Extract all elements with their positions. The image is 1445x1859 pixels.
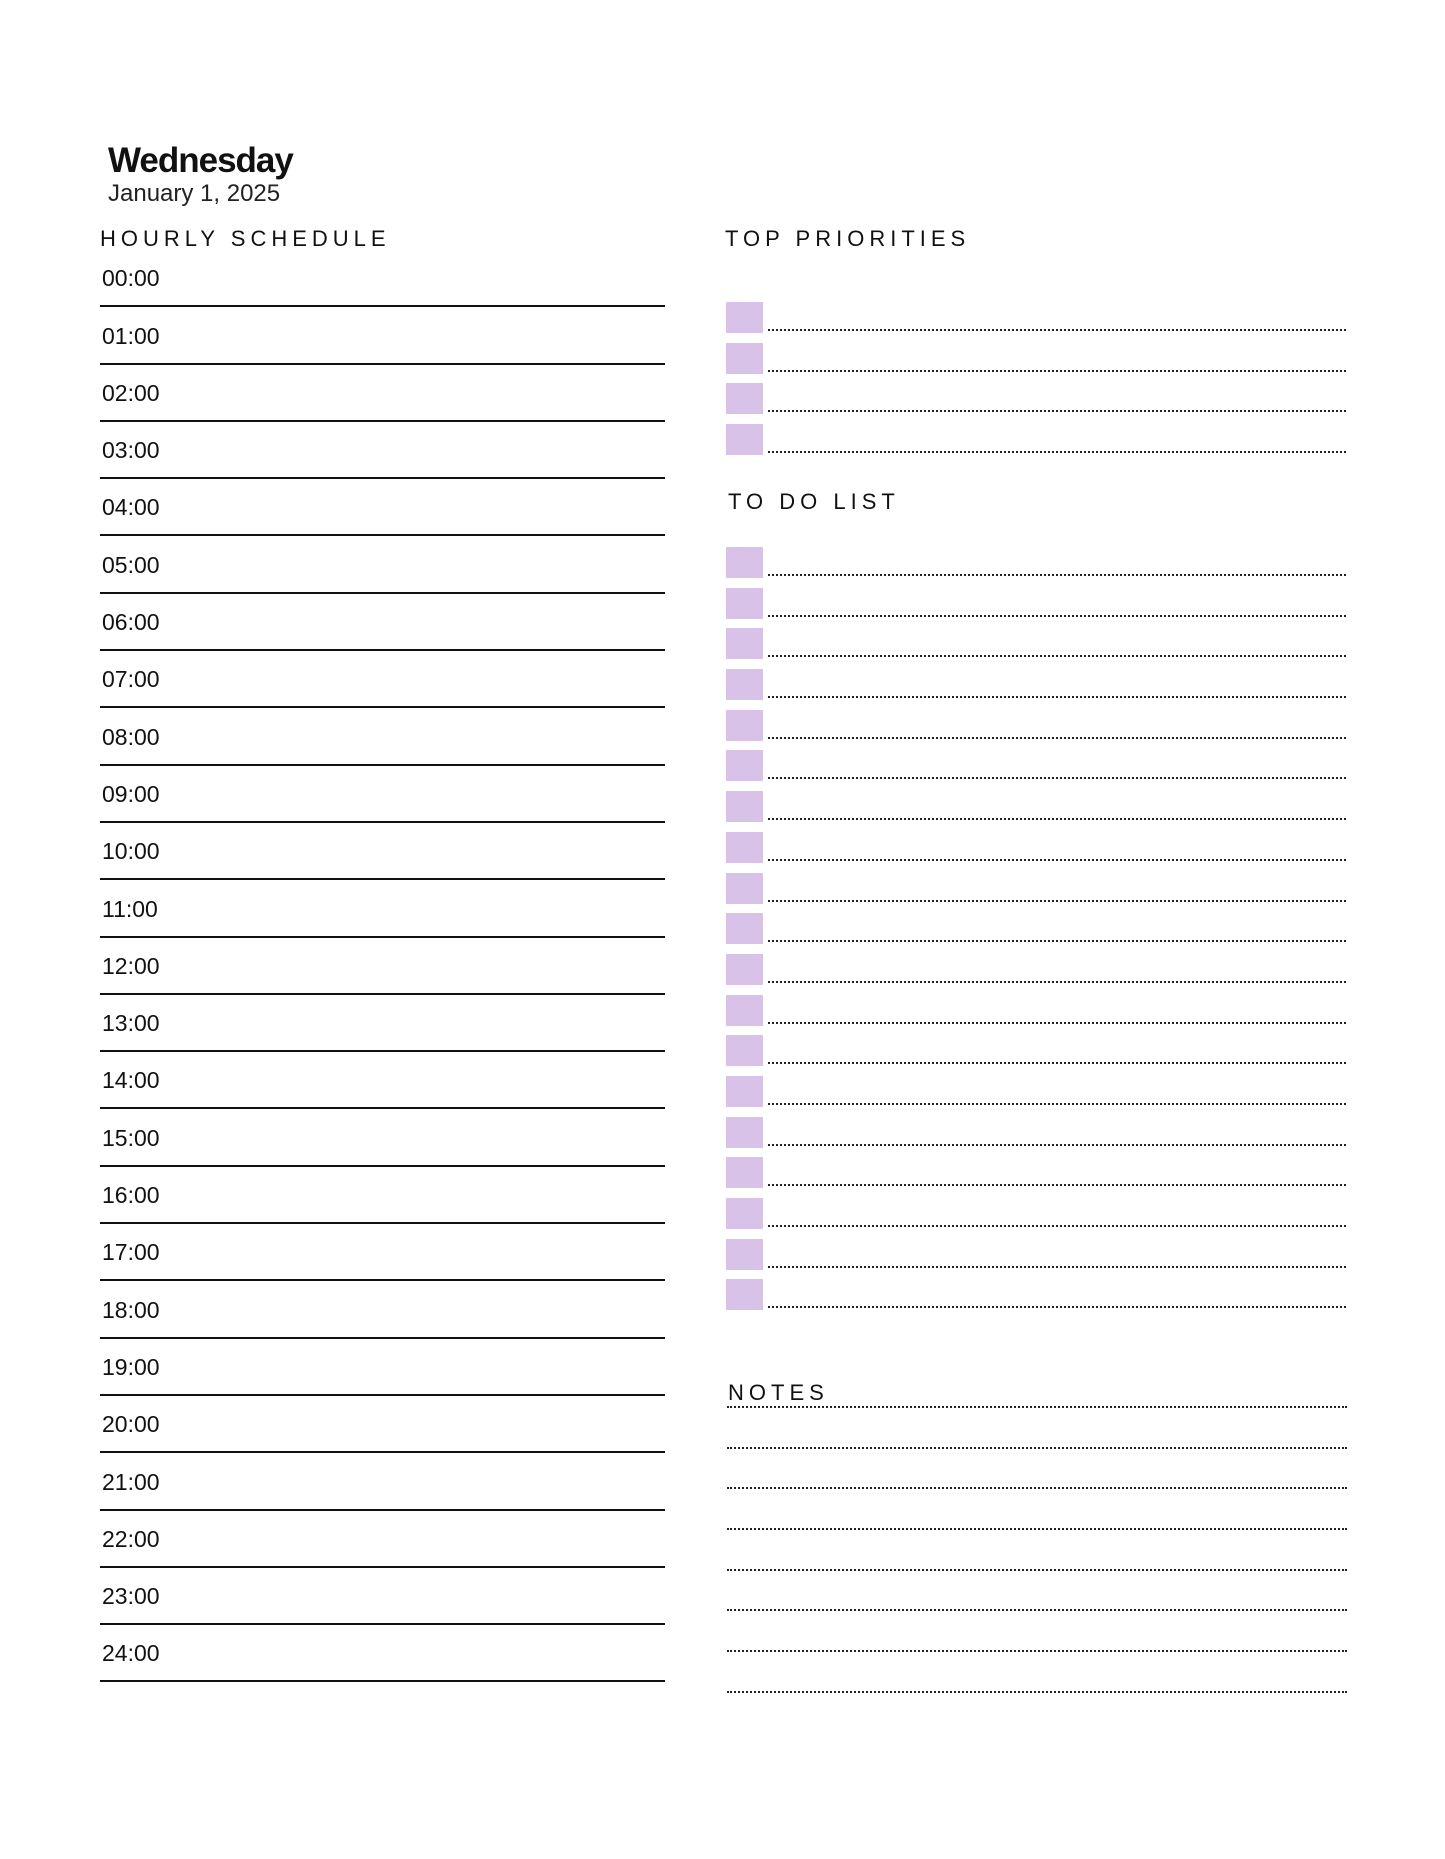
- priority-write-line[interactable]: [768, 451, 1346, 453]
- hour-row[interactable]: [100, 1511, 665, 1568]
- todo-item: [726, 1279, 1346, 1320]
- todo-item: [726, 547, 1346, 588]
- hour-row[interactable]: [100, 823, 665, 880]
- hour-row[interactable]: [100, 594, 665, 651]
- todo-write-line[interactable]: [768, 615, 1346, 617]
- hour-label: 09:00: [102, 780, 160, 807]
- hour-label: 22:00: [102, 1525, 160, 1552]
- hour-row[interactable]: [100, 1167, 665, 1224]
- hour-row[interactable]: [100, 1339, 665, 1396]
- date-subtitle: January 1, 2025: [108, 180, 281, 207]
- todo-item: [726, 1117, 1346, 1158]
- todo-checkbox[interactable]: [726, 1198, 763, 1229]
- hour-label: 16:00: [102, 1182, 160, 1209]
- todo-write-line[interactable]: [768, 777, 1346, 779]
- hour-row[interactable]: [100, 250, 665, 307]
- todo-write-line[interactable]: [768, 1022, 1346, 1024]
- hour-label: 19:00: [102, 1353, 160, 1380]
- hour-row[interactable]: [100, 880, 665, 937]
- todo-write-line[interactable]: [768, 655, 1346, 657]
- hour-label: 08:00: [102, 723, 160, 750]
- priority-write-line[interactable]: [768, 370, 1346, 372]
- todo-write-line[interactable]: [768, 1144, 1346, 1146]
- priority-checkbox[interactable]: [726, 343, 763, 374]
- todo-write-line[interactable]: [768, 818, 1346, 820]
- todo-item: [726, 995, 1346, 1036]
- priority-checkbox[interactable]: [726, 302, 763, 333]
- todo-checkbox[interactable]: [726, 710, 763, 741]
- hour-label: 11:00: [102, 895, 158, 922]
- todo-checkbox[interactable]: [726, 750, 763, 781]
- priority-write-line[interactable]: [768, 329, 1346, 331]
- header: [108, 140, 293, 208]
- hour-row[interactable]: [100, 536, 665, 593]
- todo-write-line[interactable]: [768, 1306, 1346, 1308]
- note-line[interactable]: [727, 1487, 1347, 1528]
- note-line[interactable]: [727, 1691, 1347, 1732]
- todo-checkbox[interactable]: [726, 1157, 763, 1188]
- hour-row[interactable]: [100, 1453, 665, 1510]
- todo-item: [726, 628, 1346, 669]
- todo-checkbox[interactable]: [726, 1279, 763, 1310]
- hour-label: 10:00: [102, 838, 160, 865]
- hour-row[interactable]: [100, 479, 665, 536]
- priority-item: [726, 383, 1346, 424]
- hourly-schedule: [100, 250, 665, 1682]
- todo-write-line[interactable]: [768, 574, 1346, 576]
- hour-label: 03:00: [102, 437, 160, 464]
- todo-write-line[interactable]: [768, 900, 1346, 902]
- todo-checkbox[interactable]: [726, 1239, 763, 1270]
- hour-label: 15:00: [102, 1124, 160, 1151]
- todo-checkbox[interactable]: [726, 832, 763, 863]
- todo-checkbox[interactable]: [726, 669, 763, 700]
- todo-write-line[interactable]: [768, 1225, 1346, 1227]
- todo-item: [726, 1198, 1346, 1239]
- hour-label: 05:00: [102, 551, 160, 578]
- hour-label: 21:00: [102, 1468, 160, 1495]
- priority-checkbox[interactable]: [726, 383, 763, 414]
- todo-write-line[interactable]: [768, 981, 1346, 983]
- hour-row[interactable]: [100, 1109, 665, 1166]
- todo-item: [726, 1035, 1346, 1076]
- note-line[interactable]: [727, 1406, 1347, 1447]
- todo-checkbox[interactable]: [726, 628, 763, 659]
- todo-checkbox[interactable]: [726, 913, 763, 944]
- hour-label: 04:00: [102, 494, 160, 521]
- todo-item: [726, 588, 1346, 629]
- day-title: Wednesday: [108, 141, 293, 180]
- todo-item: [726, 1076, 1346, 1117]
- todo-write-line[interactable]: [768, 1184, 1346, 1186]
- todo-item: [726, 669, 1346, 710]
- note-line[interactable]: [727, 1609, 1347, 1650]
- hour-row[interactable]: [100, 995, 665, 1052]
- hour-row[interactable]: [100, 1568, 665, 1625]
- note-line[interactable]: [727, 1528, 1347, 1569]
- todo-write-line[interactable]: [768, 1266, 1346, 1268]
- priority-item: [726, 424, 1346, 465]
- hour-row[interactable]: [100, 307, 665, 364]
- hour-row[interactable]: [100, 708, 665, 765]
- priority-checkbox[interactable]: [726, 424, 763, 455]
- todo-checkbox[interactable]: [726, 1117, 763, 1148]
- hour-row[interactable]: [100, 365, 665, 422]
- note-line[interactable]: [727, 1650, 1347, 1691]
- todo-item: [726, 791, 1346, 832]
- hour-row[interactable]: [100, 422, 665, 479]
- notes-title: NOTES: [728, 1380, 829, 1405]
- hour-label: 07:00: [102, 666, 160, 693]
- hour-row[interactable]: [100, 1281, 665, 1338]
- todo-list: [726, 547, 1346, 1320]
- hourly-schedule-title: HOURLY SCHEDULE: [100, 226, 391, 251]
- hour-row[interactable]: [100, 1396, 665, 1453]
- hour-label: 00:00: [102, 265, 160, 292]
- hour-label: 14:00: [102, 1067, 160, 1094]
- todo-item: [726, 873, 1346, 914]
- hour-label: 24:00: [102, 1640, 160, 1667]
- todo-write-line[interactable]: [768, 1062, 1346, 1064]
- hour-row[interactable]: [100, 938, 665, 995]
- hour-label: 13:00: [102, 1010, 160, 1037]
- hour-label: 18:00: [102, 1296, 160, 1323]
- todo-checkbox[interactable]: [726, 1076, 763, 1107]
- todo-item: [726, 832, 1346, 873]
- hour-label: 06:00: [102, 609, 160, 636]
- hour-row[interactable]: [100, 1052, 665, 1109]
- todo-item: [726, 1157, 1346, 1198]
- top-priorities-title: TOP PRIORITIES: [725, 226, 971, 251]
- notes-area: [727, 1406, 1347, 1732]
- hour-row[interactable]: [100, 651, 665, 708]
- hour-label: 01:00: [102, 322, 160, 349]
- note-line[interactable]: [727, 1447, 1347, 1488]
- todo-checkbox[interactable]: [726, 954, 763, 985]
- hour-row[interactable]: [100, 766, 665, 823]
- hour-label: 17:00: [102, 1239, 160, 1266]
- todo-item: [726, 710, 1346, 751]
- todo-checkbox[interactable]: [726, 791, 763, 822]
- todo-write-line[interactable]: [768, 859, 1346, 861]
- todo-checkbox[interactable]: [726, 547, 763, 578]
- note-line[interactable]: [727, 1569, 1347, 1610]
- priority-write-line[interactable]: [768, 410, 1346, 412]
- hour-row[interactable]: [100, 1224, 665, 1281]
- todo-write-line[interactable]: [768, 940, 1346, 942]
- priority-item: [726, 343, 1346, 384]
- todo-checkbox[interactable]: [726, 588, 763, 619]
- todo-write-line[interactable]: [768, 737, 1346, 739]
- todo-checkbox[interactable]: [726, 873, 763, 904]
- todo-checkbox[interactable]: [726, 1035, 763, 1066]
- hour-label: 12:00: [102, 952, 160, 979]
- todo-item: [726, 750, 1346, 791]
- hour-row[interactable]: [100, 1625, 665, 1682]
- todo-write-line[interactable]: [768, 1103, 1346, 1105]
- todo-write-line[interactable]: [768, 696, 1346, 698]
- top-priorities-list: [726, 302, 1346, 465]
- hour-label: 02:00: [102, 379, 160, 406]
- todo-checkbox[interactable]: [726, 995, 763, 1026]
- todo-list-title: TO DO LIST: [728, 489, 900, 514]
- hour-label: 20:00: [102, 1411, 160, 1438]
- todo-item: [726, 954, 1346, 995]
- priority-item: [726, 302, 1346, 343]
- todo-item: [726, 1239, 1346, 1280]
- hour-label: 23:00: [102, 1583, 160, 1610]
- todo-item: [726, 913, 1346, 954]
